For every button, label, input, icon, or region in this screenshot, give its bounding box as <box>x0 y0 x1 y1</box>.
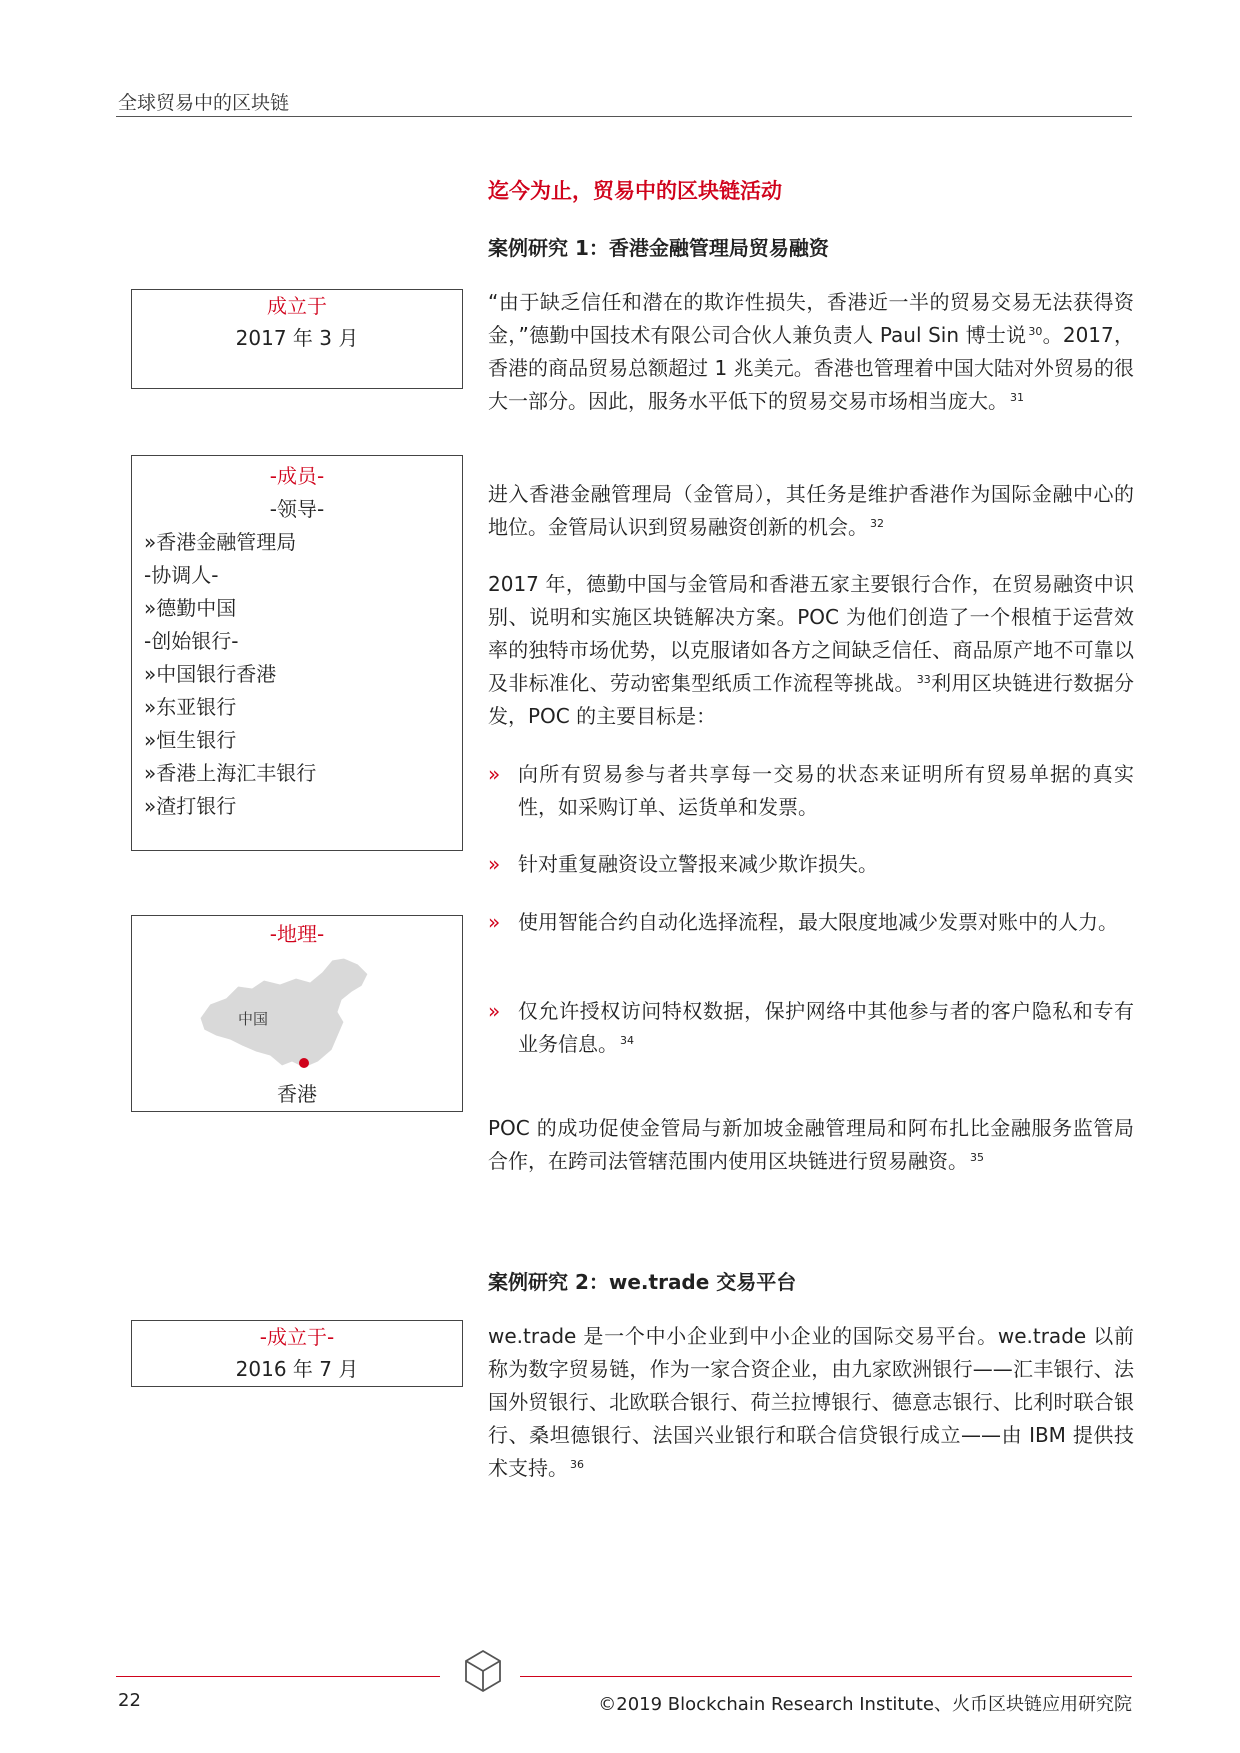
case2-title: 案例研究 2：we.trade 交易平台 <box>488 1270 797 1294</box>
cube-icon <box>462 1648 504 1700</box>
map-label-hong-kong: 香港 <box>277 1082 317 1106</box>
footnote-ref: 36 <box>570 1458 584 1471</box>
header-title: 全球贸易中的区块链 <box>118 92 290 114</box>
case1-paragraph-4 <box>488 1112 1134 1178</box>
bullet-chevron-icon: » <box>488 852 501 876</box>
footer-rule-right <box>520 1676 1132 1677</box>
china-map <box>192 956 392 1080</box>
bullet-chevron-icon: » <box>488 910 501 934</box>
member-line: -领导- <box>269 497 325 521</box>
founded-box-2 <box>131 1320 463 1387</box>
footnote-ref: 34 <box>620 1034 634 1047</box>
china-map-shape <box>192 956 392 1076</box>
member-line: »香港上海汇丰银行 <box>144 761 317 785</box>
footnote-ref: 30 <box>1028 325 1043 338</box>
founded-box-1 <box>131 289 463 389</box>
map-label-china: 中国 <box>238 1010 269 1028</box>
footnote-ref: 33 <box>916 673 931 686</box>
case1-p2-text: 进入香港金融管理局（金管局），其任务是维护香港作为国际金融中心的地位。金管局认识到贸易融资创新的机会。 <box>488 482 1134 539</box>
bullet-text: 向所有贸易参与者共享每一交易的状态来证明所有贸易单据的真实性，如采购订单、运货单和发票。 <box>518 762 1134 819</box>
hong-kong-marker <box>299 1058 309 1068</box>
section-heading: 迄今为止，贸易中的区块链活动 <box>488 179 782 203</box>
member-line: »恒生银行 <box>144 728 237 752</box>
bullet-chevron-icon: » <box>488 999 501 1023</box>
member-line: -创始银行- <box>144 629 239 653</box>
case1-p3-tail: 利用区块链进行数据分发，POC 的主要目标是： <box>488 671 1135 728</box>
bullet-text: 针对重复融资设立警报来减少欺诈损失。 <box>518 852 878 876</box>
page-number: 22 <box>118 1690 141 1711</box>
case1-paragraph-2 <box>488 478 1134 544</box>
bullet-item <box>488 758 1134 824</box>
bullet-text: 仅允许授权访问特权数据，保护网络中其他参与者的客户隐私和专有业务信息。 <box>518 999 1134 1056</box>
case1-p4-text: POC 的成功促使金管局与新加坡金融管理局和阿布扎比金融服务监管局合作，在跨司法管辖范围内使用区块链进行贸易融资。 <box>488 1116 1134 1173</box>
geography-box <box>131 915 463 1112</box>
case1-p1-text: “由于缺乏信任和潜在的欺诈性损失，香港近一半的贸易交易无法获得资金，”德勤中国技术有限公司合伙人兼负责人 Paul Sin 博士说 <box>488 290 1134 347</box>
case1-title: 案例研究 1：香港金融管理局贸易融资 <box>488 236 829 260</box>
footer-rule-left <box>116 1676 440 1677</box>
member-line: -协调人- <box>144 563 219 587</box>
founded-label: -成立于- <box>259 1325 335 1349</box>
members-label: -成员- <box>269 464 325 488</box>
bullet-item <box>488 995 1134 1061</box>
footnote-ref: 32 <box>870 517 884 530</box>
members-box <box>131 455 463 851</box>
bullet-chevron-icon: » <box>488 762 501 786</box>
case1-p3-text: 2017 年，德勤中国与金管局和香港五家主要银行合作，在贸易融资中识别、说明和实施区块链解决方案。POC 为他们创造了一个根植于运营效率的独特市场优势，以克服诸如各方之间缺乏信任、商品原产地不可靠以及非标准化、劳动密集型纸质工作流程等挑战。 <box>488 572 1134 695</box>
founded-date: 2016 年 7 月 <box>235 1357 359 1381</box>
footer-credit: ©2019 Blockchain Research Institute、火币区块链应用研究院 <box>598 1694 1132 1715</box>
member-line: »德勤中国 <box>144 596 237 620</box>
bullet-item <box>488 906 1134 939</box>
case1-paragraph-3 <box>488 568 1134 733</box>
footnote-ref: 31 <box>1010 391 1024 404</box>
footnote-ref: 35 <box>970 1151 984 1164</box>
bullet-text: 使用智能合约自动化选择流程，最大限度地减少发票对账中的人力。 <box>518 910 1118 934</box>
header-rule <box>116 116 1132 117</box>
founded-date: 2017 年 3 月 <box>235 326 359 350</box>
founded-label: 成立于 <box>267 294 327 318</box>
case1-p1-tail: 。2017，香港的商品贸易总额超过 1 兆美元。香港也管理着中国大陆对外贸易的很大一部分。因此，服务水平低下的贸易交易市场相当庞大。 <box>488 323 1134 413</box>
case1-paragraph-1 <box>488 286 1134 418</box>
member-line: »东亚银行 <box>144 695 237 719</box>
geography-label: -地理- <box>269 922 325 946</box>
member-line: »香港金融管理局 <box>144 530 297 554</box>
bullet-item <box>488 848 1134 881</box>
member-line: »渣打银行 <box>144 794 237 818</box>
case2-p1-text: we.trade 是一个中小企业到中小企业的国际交易平台。we.trade 以前称为数字贸易链，作为一家合资企业，由九家欧洲银行——汇丰银行、法国外贸银行、北欧联合银行、荷兰拉博银行、德意志银行、比利时联合银行、桑坦德银行、法国兴业银行和联合信贷银行成立——由 IBM 提供技术支持。 <box>488 1324 1134 1480</box>
case2-paragraph-1 <box>488 1320 1134 1485</box>
member-line: »中国银行香港 <box>144 662 277 686</box>
